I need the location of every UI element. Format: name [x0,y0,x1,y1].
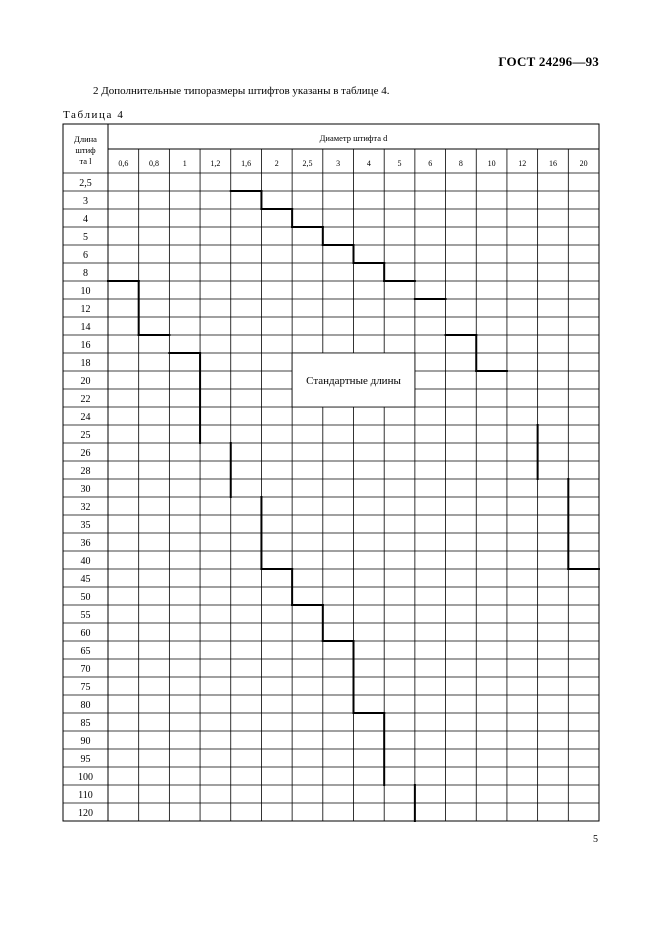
length-label: 2,5 [79,178,92,189]
diameter-label: 20 [579,159,588,168]
length-label: 60 [80,628,91,639]
diameter-label: 8 [458,159,463,168]
length-label: 35 [80,520,91,531]
table-caption: Таблица 4 [63,109,125,121]
length-label: 24 [80,412,91,423]
diameter-label: 2,5 [302,159,313,168]
length-label: 85 [80,718,91,729]
length-label: 45 [80,574,91,585]
length-label: 70 [80,664,91,675]
length-header-line: Длина [74,134,97,144]
length-label: 14 [80,322,91,333]
page-number: 5 [593,834,598,845]
length-label: 12 [80,304,91,315]
diameter-label: 16 [548,159,557,168]
length-label: 36 [80,538,91,549]
length-header-line: та l [79,156,92,166]
length-label: 18 [80,358,91,369]
diameter-label: 1,2 [210,159,221,168]
length-label: 65 [80,646,91,657]
length-label: 55 [80,610,91,621]
length-label: 80 [80,700,91,711]
length-label: 120 [78,808,93,819]
table-frame [63,124,599,821]
length-label: 110 [78,790,93,801]
length-label: 8 [83,268,88,279]
length-label: 6 [83,250,88,261]
length-label: 16 [80,340,91,351]
length-label: 22 [80,394,91,405]
standard-lengths-label: Стандартные длины [306,375,401,387]
length-label: 26 [80,448,91,459]
length-label: 90 [80,736,91,747]
diameter-label: 5 [397,159,402,168]
diameter-label: 1 [182,159,187,168]
length-label: 40 [80,556,91,567]
diameter-label: 12 [518,159,527,168]
intro-paragraph: 2 Дополнительные типоразмеры штифтов указаны в таблице 4. [93,85,390,97]
diameter-label: 0,8 [149,159,160,168]
length-label: 30 [80,484,91,495]
length-label: 28 [80,466,91,477]
document-header: ГОСТ 24296—93 [498,54,599,69]
length-label: 25 [80,430,91,441]
length-label: 3 [83,196,88,207]
length-label: 5 [83,232,88,243]
length-label: 20 [80,376,91,387]
diameter-header: Диаметр штифта d [319,133,388,143]
diameter-label: 3 [336,159,341,168]
length-label: 10 [80,286,91,297]
length-label: 100 [78,772,93,783]
length-header-line: штиф [75,145,96,155]
length-label: 32 [80,502,91,513]
length-label: 75 [80,682,91,693]
diameter-label: 4 [366,159,371,168]
diameter-label: 0,6 [118,159,129,168]
length-label: 4 [83,214,88,225]
length-label: 50 [80,592,91,603]
diameter-label: 6 [428,159,433,168]
diameter-label: 10 [487,159,496,168]
length-label: 95 [80,754,91,765]
diameter-label: 2 [274,159,279,168]
diameter-label: 1,6 [241,159,252,168]
